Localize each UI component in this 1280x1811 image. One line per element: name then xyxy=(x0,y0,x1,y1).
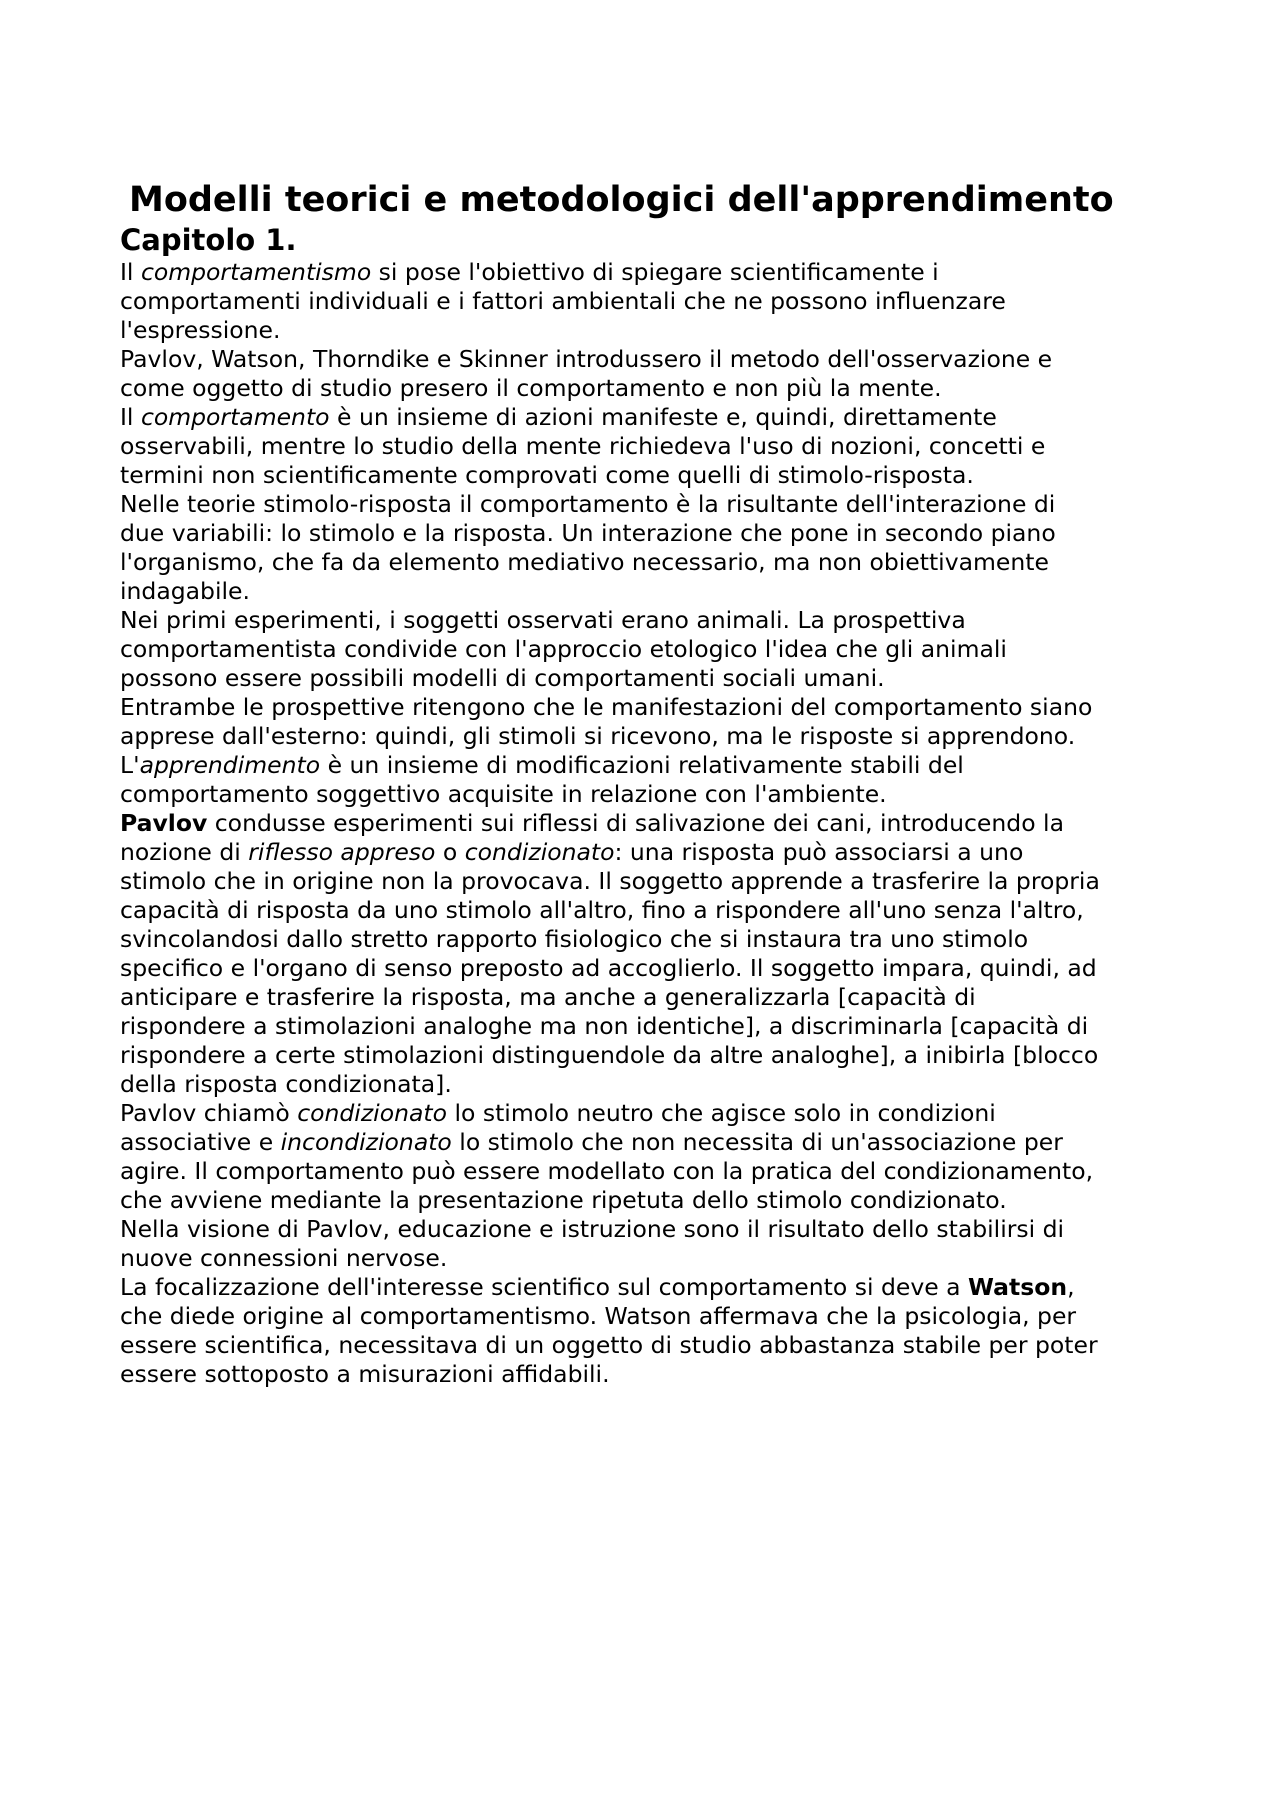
text-line xyxy=(120,780,1172,809)
text-line xyxy=(120,258,1172,287)
text-segment: Nella visione di Pavlov, educazione e istruzione sono il risultato dello stabilirsi di xyxy=(120,1215,1065,1243)
bold-name: Pavlov xyxy=(120,809,208,837)
text-line xyxy=(120,1215,1172,1244)
text-line xyxy=(120,1070,1172,1099)
text-segment: specifico e l'organo di senso preposto ad accoglierlo. Il soggetto impara, quindi, ad xyxy=(120,954,1097,982)
text-segment: Il xyxy=(120,258,141,286)
text-segment: indagabile. xyxy=(120,577,250,605)
text-line xyxy=(120,925,1172,954)
document-title: Modelli teorici e metodologici dell'apprendimento xyxy=(129,180,1114,220)
text-segment: nuove connessioni nervose. xyxy=(120,1244,448,1272)
text-line xyxy=(120,751,1172,780)
text-segment: due variabili: lo stimolo e la risposta. Un interazione che pone in secondo piano xyxy=(120,519,1056,547)
text-segment: Nei primi esperimenti, i soggetti osservati erano animali. La prospettiva xyxy=(120,606,966,634)
text-line xyxy=(120,1302,1172,1331)
body-text xyxy=(120,258,1172,1389)
text-segment: rispondere a stimolazioni analoghe ma non identiche], a discriminarla [capacità di xyxy=(120,1012,1089,1040)
text-segment: della risposta condizionata]. xyxy=(120,1070,452,1098)
text-line xyxy=(120,896,1172,925)
text-segment: l'organismo, che fa da elemento mediativo necessario, ma non obiettivamente xyxy=(120,548,1049,576)
text-line xyxy=(120,635,1172,664)
text-line xyxy=(120,664,1172,693)
text-segment: comportamentista condivide con l'approccio etologico l'idea che gli animali xyxy=(120,635,1007,663)
text-line xyxy=(120,1186,1172,1215)
text-line xyxy=(120,461,1172,490)
italic-term: comportamentismo xyxy=(140,258,372,286)
text-segment: possono essere possibili modelli di comportamenti sociali umani. xyxy=(120,664,885,692)
text-line xyxy=(120,490,1172,519)
text-segment: La focalizzazione dell'interesse scientifico sul comportamento si deve a xyxy=(120,1273,969,1301)
text-line xyxy=(120,577,1172,606)
text-segment: L' xyxy=(120,751,140,779)
italic-term: condizionato xyxy=(464,838,615,866)
text-segment: nozione di xyxy=(120,838,249,866)
text-segment: Il xyxy=(120,403,141,431)
text-line xyxy=(120,548,1172,577)
text-segment: rispondere a certe stimolazioni distinguendole da altre analoghe], a inibirla [blocco xyxy=(120,1041,1099,1069)
text-line xyxy=(120,867,1172,896)
text-segment: , xyxy=(1067,1273,1075,1301)
text-segment: che avviene mediante la presentazione ripetuta dello stimolo condizionato. xyxy=(120,1186,1007,1214)
text-line xyxy=(120,1099,1172,1128)
text-line xyxy=(120,693,1172,722)
text-segment: Entrambe le prospettive ritengono che le manifestazioni del comportamento siano xyxy=(120,693,1093,721)
text-segment: agire. Il comportamento può essere modellato con la pratica del condizionamento, xyxy=(120,1157,1094,1185)
document-page xyxy=(120,178,1172,1389)
text-segment: essere scientifica, necessitava di un oggetto di studio abbastanza stabile per poter xyxy=(120,1331,1098,1359)
text-line xyxy=(120,1157,1172,1186)
text-line xyxy=(120,1360,1172,1389)
text-line xyxy=(120,1331,1172,1360)
text-segment: Pavlov chiamò xyxy=(120,1099,298,1127)
text-segment: osservabili, mentre lo studio della mente richiedeva l'uso di nozioni, concetti e xyxy=(120,432,1046,460)
text-line xyxy=(120,809,1172,838)
text-segment: Nelle teorie stimolo-risposta il comportamento è la risultante dell'interazione di xyxy=(120,490,1056,518)
text-segment: Pavlov, Watson, Thorndike e Skinner introdussero il metodo dell'osservazione e xyxy=(120,345,1053,373)
bold-name: Watson xyxy=(968,1273,1068,1301)
text-line xyxy=(120,954,1172,983)
text-segment: come oggetto di studio presero il comportamento e non più la mente. xyxy=(120,374,942,402)
text-line xyxy=(120,838,1172,867)
text-line xyxy=(120,316,1172,345)
text-segment: l'espressione. xyxy=(120,316,281,344)
chapter-heading: Capitolo 1. xyxy=(120,223,297,257)
text-segment: o xyxy=(435,838,465,866)
text-line xyxy=(120,1041,1172,1070)
text-segment: essere sottoposto a misurazioni affidabili. xyxy=(120,1360,610,1388)
text-segment: stimolo che in origine non la provocava. Il soggetto apprende a trasferire la propria xyxy=(120,867,1100,895)
text-segment: comportamento soggettivo acquisite in relazione con l'ambiente. xyxy=(120,780,887,808)
text-line xyxy=(120,606,1172,635)
text-line xyxy=(120,287,1172,316)
text-segment: apprese dall'esterno: quindi, gli stimoli si ricevono, ma le risposte si apprendono. xyxy=(120,722,1076,750)
text-segment: lo stimolo che non necessita di un'associazione per xyxy=(451,1128,1063,1156)
text-segment: capacità di risposta da uno stimolo all'altro, fino a rispondere all'uno senza l'altro, xyxy=(120,896,1084,924)
text-segment: comportamenti individuali e i fattori ambientali che ne possono influenzare xyxy=(120,287,1006,315)
text-line xyxy=(120,432,1172,461)
text-line xyxy=(120,722,1172,751)
text-line xyxy=(120,1012,1172,1041)
text-segment: si pose l'obiettivo di spiegare scientificamente i xyxy=(371,258,939,286)
text-line xyxy=(120,345,1172,374)
text-line xyxy=(120,983,1172,1012)
text-segment: : una risposta può associarsi a uno xyxy=(614,838,1024,866)
text-line xyxy=(120,519,1172,548)
text-line xyxy=(120,1273,1172,1302)
italic-term: incondizionato xyxy=(280,1128,452,1156)
italic-term: apprendimento xyxy=(139,751,321,779)
italic-term: condizionato xyxy=(297,1099,447,1127)
text-segment: associative e xyxy=(120,1128,281,1156)
text-line xyxy=(120,1244,1172,1273)
text-segment: condusse esperimenti sui riflessi di salivazione dei cani, introducendo la xyxy=(207,809,1064,837)
text-segment: lo stimolo neutro che agisce solo in condizioni xyxy=(446,1099,996,1127)
text-segment: è un insieme di modificazioni relativamente stabili del xyxy=(320,751,964,779)
text-segment: è un insieme di azioni manifeste e, quindi, direttamente xyxy=(329,403,997,431)
text-segment: svincolandosi dallo stretto rapporto fisiologico che si instaura tra uno stimolo xyxy=(120,925,1029,953)
italic-term: riflesso appreso xyxy=(248,838,436,866)
text-line xyxy=(120,374,1172,403)
text-segment: anticipare e trasferire la risposta, ma anche a generalizzarla [capacità di xyxy=(120,983,976,1011)
italic-term: comportamento xyxy=(140,403,330,431)
text-segment: che diede origine al comportamentismo. Watson affermava che la psicologia, per xyxy=(120,1302,1077,1330)
text-segment: termini non scientificamente comprovati come quelli di stimolo-risposta. xyxy=(120,461,974,489)
text-line xyxy=(120,1128,1172,1157)
text-line xyxy=(120,403,1172,432)
